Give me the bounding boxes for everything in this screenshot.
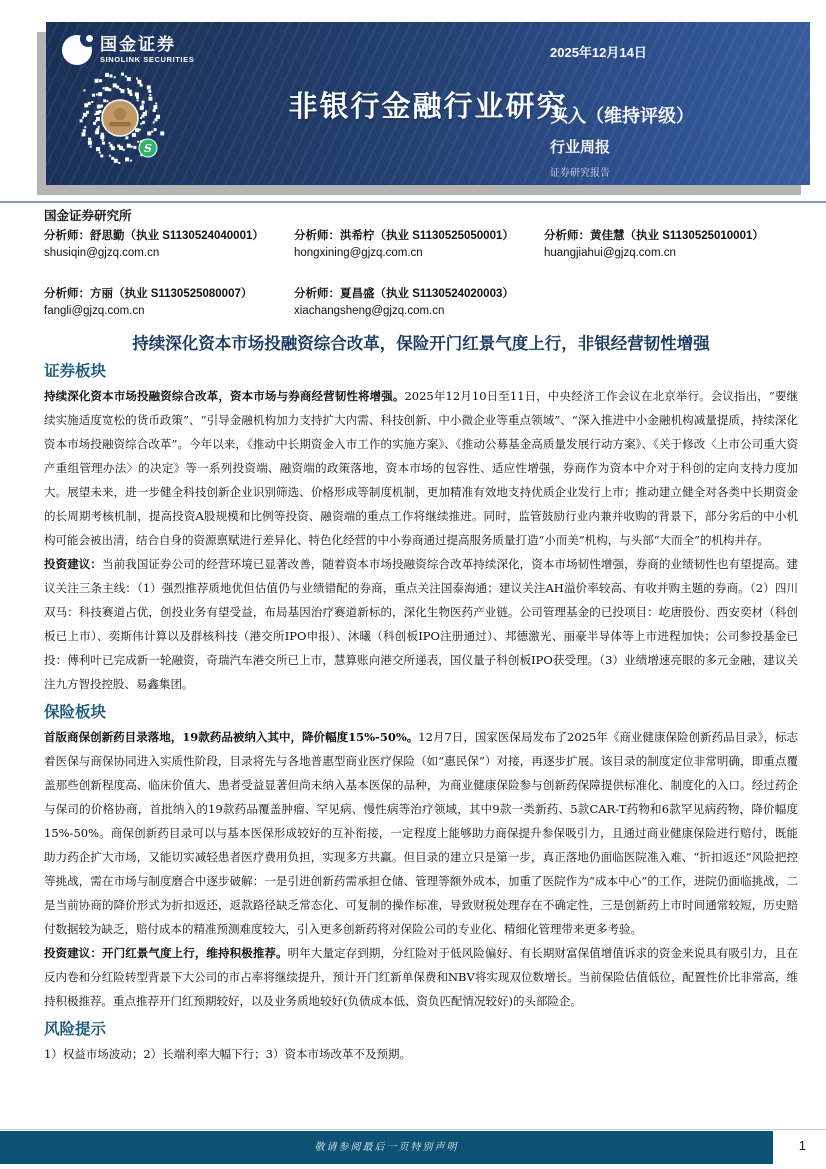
analyst-label: 分析师：夏昌盛（执业 S1130524020003） <box>294 288 514 300</box>
rating-badge: 买入（维持评级） <box>550 106 694 126</box>
risk-paragraph: 1）权益市场波动；2）长端利率大幅下行；3）资本市场改革不及预期。 <box>44 1047 411 1061</box>
securities-advice-paragraph <box>44 552 798 696</box>
header-divider <box>0 201 826 203</box>
securities-paragraph-lead: 持续深化资本市场投融资综合改革，资本市场与券商经营韧性将增强。 <box>44 389 405 403</box>
securities-advice-lead: 投资建议： <box>44 557 103 571</box>
insurance-paragraph-lead: 首版商保创新药目录落地，19款药品被纳入其中，降价幅度15%-50%。 <box>44 730 419 744</box>
report-type: 行业周报 <box>550 139 611 156</box>
securities-advice-body: 当前我国证券公司的经营环境已显著改善，随着资本市场投融资综合改革持续深化，资本市场韧性增强，券商的业绩韧性也有望提高。建议关注三条主线：（1）强烈推荐质地优但估值仍与业绩错配的券商，重点关注国泰海通；建议关注AH溢价率较高、有收并购主题的券商。（2）四川双马：科技赛道占优，创投业务有望受益，布局基因治疗赛道新标的，深化生物医药产业链。公司管理基金的已投项目：屹唐股份、西安奕材（科创板已上市）、奕斯伟计算以及群核科技（港交所IPO申报）、沐曦（科创板IPO注册通过）、邦德激光、丽豪半导体等上市进程加快；公司参投基金已投：傅利叶已完成新一轮融资，奇瑞汽车港交所已上市，慧算账向港交所递表，国仪量子科创板IPO获受理。（3）业绩增速亮眼的多元金融，建议关注九方智投控股、易鑫集团。 <box>44 557 799 691</box>
insurance-advice-lead: 投资建议：开门红景气度上行，维持积极推荐。 <box>44 946 288 960</box>
header-banner <box>46 22 810 185</box>
insurance-advice-paragraph <box>44 941 798 1013</box>
brand-logo <box>62 35 194 65</box>
analyst-label: 分析师：方丽（执业 S1130525080007） <box>44 288 253 300</box>
analyst-email: fangli@gjzq.com.cn <box>44 305 145 317</box>
section-heading-securities: 证券板块 <box>44 363 107 380</box>
analyst-email: shusiqin@gjzq.com.cn <box>44 247 160 259</box>
footer-divider <box>0 1129 826 1130</box>
analyst-card <box>544 228 798 262</box>
research-institute-label: 国金证券研究所 <box>44 209 132 223</box>
page-number: 1 <box>798 1138 806 1153</box>
analyst-label: 分析师：洪希柠（执业 S1130525050001） <box>294 230 514 242</box>
securities-paragraph <box>44 384 798 552</box>
footer-bar <box>0 1131 773 1164</box>
svg-text:S: S <box>144 142 152 155</box>
report-body <box>44 208 798 1066</box>
analyst-grid <box>44 228 798 320</box>
sinolink-logo-icon <box>62 35 92 65</box>
brand-name-en: SINOLINK SECURITIES <box>100 55 195 64</box>
securities-paragraph-body: 2025年12月10日至11日，中央经济工作会议在北京举行。会议指出，“要继续实施适度宽松的货币政策”、“引导金融机构加力支持扩大内需、科技创新、中小微企业等重点领域”、“深入推进中小金融机构减量提质，持续深化资本市场投融资综合改革”。今年以来，《推动中长期资金入市工作的实施方案》、《推动公募基金高质量发展行动方案》、《关于修改〈上市公司重大资产重组管理办法〉的决定》等一系列投资端、融资端的政策落地，资本市场的包容性、适应性增强，券商作为资本中介对于科创的定向支持力度加大。展望未来，进一步健全科技创新企业识别筛选、价格形成等制度机制，更加精准有效地支持优质企业发行上市；推动建立健全对各类中长期资金的长周期考核机制，提高投资A股规模和比例等投资、融资端的重点工作将继续推进。同时，监管鼓励行业内兼并收购的背景下，部分劣后的中小机构可能会被出清，结合自身的资源禀赋进行差异化、特色化经营的中小券商通过提高服务质量打造“小而美”机构，与头部“大而全”的机构并存。 <box>44 389 799 547</box>
analyst-card <box>44 228 294 262</box>
page-title: 持续深化资本市场投融资综合改革，保险开门红景气度上行，非银经营韧性增强 <box>132 335 710 353</box>
report-date: 2025年12月14日 <box>550 45 647 60</box>
brand-name-cn: 国金证券 <box>100 35 176 54</box>
analyst-card <box>294 228 544 262</box>
analyst-label: 分析师：舒思勤（执业 S1130524040001） <box>44 230 264 242</box>
analyst-card <box>44 286 294 320</box>
analyst-email: hongxining@gjzq.com.cn <box>294 247 423 259</box>
report-tag: 证券研究报告 <box>550 168 610 179</box>
footer-disclaimer: 敬请参阅最后一页特别声明 <box>314 1142 459 1153</box>
analyst-email: huangjiahui@gjzq.com.cn <box>544 247 676 259</box>
insurance-paragraph-body: 12月7日，国家医保局发布了2025年《商业健康保险创新药品目录》，标志着医保与商保协同进入实质性阶段，目录将先与各地普惠型商业医疗保险（如“惠民保”）对接，再逐步扩展。该目录的制度定位非常明确，即重点覆盖那些创新程度高、临床价值大、患者受益显著但尚未纳入基本医保的品种，为商业健康保险参与创新药保障提供标准化、制度化的入口。经过药企与保司的价格协商，首批纳入的19款药品覆盖肿瘤、罕见病、慢性病等治疗领域，其中9款一类新药、5款CAR-T药物和6款罕见病药物，降价幅度15%-50%。商保创新药目录可以与基本医保形成较好的互补衔接，一定程度上能够助力商保提升参保吸引力，且通过商业健康保险进行赔付，既能助力药企扩大市场，又能切实减轻患者医疗费用负担，实现多方共赢。但目录的建立只是第一步，真正落地仍面临医院准入难、“折扣返还”风险把控等挑战，需在市场与制度磨合中逐步破解：一是引进创新药需承担仓储、管理等额外成本，加重了医院作为“成本中心”的工作，进院仍面临挑战，二是当前协商的降价形式为折扣返还，返款路径缺乏常态化、可复制的操作标准，导致财税处理存在不确定性，三是创新药上市时间通常较短，历史赔付数据较为缺乏，赔付成本的精准预测难度较大，引入更多创新药将对保险公司的专业化、精细化管理带来更多考验。 <box>44 730 798 936</box>
analyst-email: xiachangsheng@gjzq.com.cn <box>294 305 445 317</box>
analyst-label: 分析师：黄佳慧（执业 S1130525010001） <box>544 230 764 242</box>
section-heading-insurance: 保险板块 <box>44 704 107 721</box>
section-heading-risk: 风险提示 <box>44 1021 107 1038</box>
report-title: 非银行金融行业研究 <box>288 91 568 123</box>
insurance-advice-body: 明年大量定存到期，分红险对于低风险偏好、有长期财富保值增值诉求的资金来说具有吸引力，且在反内卷和分红险转型背景下大公司的市占率将继续提升，预计开门红新单保费和NBV将实现双位数增长。当前保险估值低位，配置性价比非常高，维持积极推荐。重点推荐开门红预期较好，以及业务质地较好(负债成本低、资负匹配情况较好)的头部险企。 <box>44 946 799 1008</box>
insurance-paragraph <box>44 725 798 941</box>
analyst-card <box>294 286 544 320</box>
